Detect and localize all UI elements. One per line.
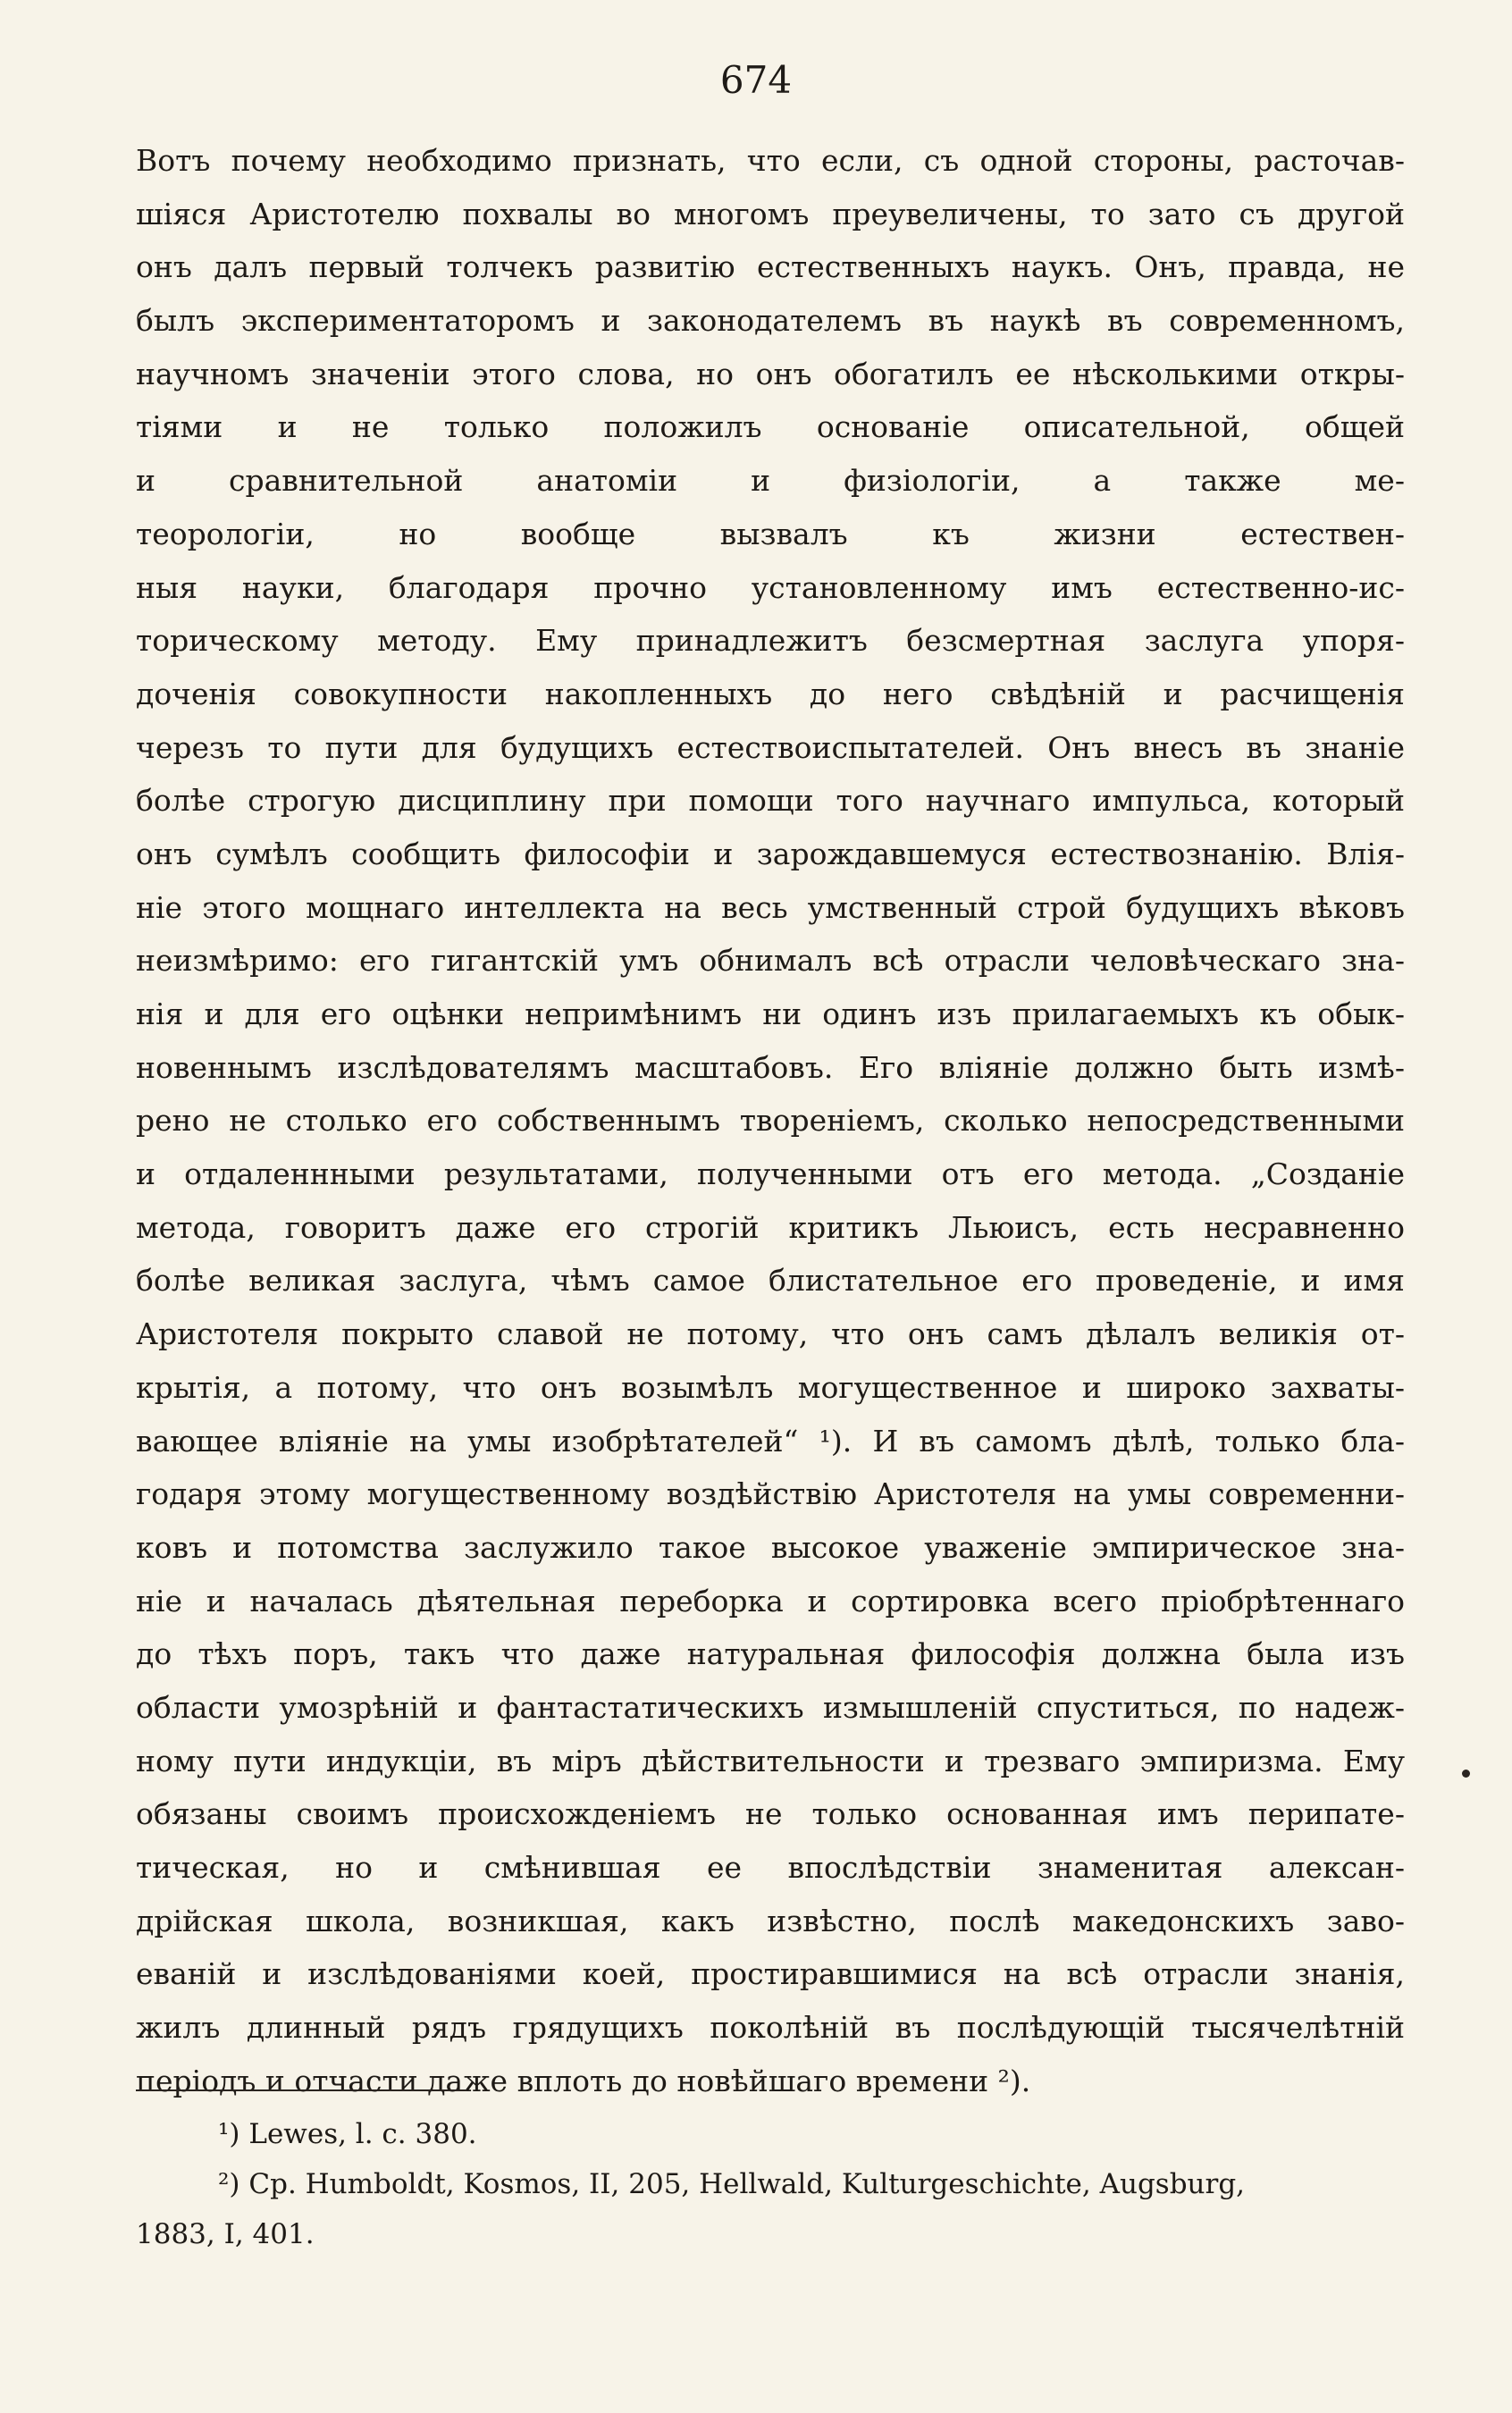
text-line: годаря этому могущественному воздѣйствію Аристотеля на умы современни- bbox=[136, 1476, 1405, 1512]
text-line: крытія, а потому, что онъ возымѣлъ могущественное и широко захваты- bbox=[136, 1369, 1405, 1405]
text-line-last: періодъ и отчасти даже вплоть до новѣйшаго времени ²). bbox=[136, 2063, 1031, 2098]
text-line: Вотъ почему необходимо признать, что если, съ одной стороны, расточав- bbox=[136, 143, 1405, 178]
page-number: 674 bbox=[719, 58, 793, 102]
footnote-divider bbox=[136, 2089, 466, 2091]
text-line: теорологіи, но вообще вызвалъ къ жизни естествен- bbox=[136, 516, 1405, 551]
footnote-1: ¹) Lewes, l. c. 380. bbox=[218, 2118, 477, 2150]
text-line: области умозрѣній и фантастатическихъ измышленій спуститься, по надеж- bbox=[136, 1689, 1405, 1725]
body-text bbox=[136, 134, 1405, 2107]
text-line: неизмѣримо: его гигантскій умъ обнималъ всѣ отрасли человѣческаго зна- bbox=[136, 943, 1405, 979]
footnotes bbox=[136, 2109, 1405, 2259]
text-line: болѣе великая заслуга, чѣмъ самое блистательное его проведеніе, и имя bbox=[136, 1263, 1405, 1299]
text-line: онъ далъ первый толчекъ развитію естественныхъ наукъ. Онъ, правда, не bbox=[136, 249, 1405, 285]
ink-dot bbox=[1462, 1770, 1470, 1778]
text-line: ному пути индукціи, въ міръ дѣйствительности и трезваго эмпиризма. Ему bbox=[136, 1743, 1405, 1778]
text-line: былъ экспериментаторомъ и законодателемъ въ наукѣ въ современномъ, bbox=[136, 303, 1405, 339]
text-line: дрійская школа, возникшая, какъ извѣстно, послѣ македонскихъ заво- bbox=[136, 1903, 1405, 1938]
text-line: обязаны своимъ происхожденіемъ не только основанная имъ перипате- bbox=[136, 1796, 1405, 1832]
text-line: и сравнительной анатоміи и физіологіи, а также ме- bbox=[136, 463, 1405, 499]
text-line: еваній и изслѣдованіями коей, простиравшимися на всѣ отрасли знанія, bbox=[136, 1956, 1405, 1992]
text-line: тическая, но и смѣнившая ее впослѣдствіи знаменитая алексан- bbox=[136, 1850, 1405, 1885]
text-line: черезъ то пути для будущихъ естествоиспытателей. Онъ внесъ въ знаніе bbox=[136, 729, 1405, 765]
text-line: ніе этого мощнаго интеллекта на весь умственный строй будущихъ вѣковъ bbox=[136, 889, 1405, 925]
text-line: и отдаленнными результатами, полученными отъ его метода. „Созданіе bbox=[136, 1156, 1405, 1192]
text-line: жилъ длинный рядъ грядущихъ поколѣній въ послѣдующій тысячелѣтній bbox=[136, 2010, 1405, 2046]
text-line: рено не столько его собственнымъ твореніемъ, сколько непосредственными bbox=[136, 1103, 1405, 1139]
footnote-2: ²) Cp. Humboldt, Kosmos, II, 205, Hellwald, Kulturgeschichte, Augsburg, bbox=[218, 2168, 1246, 2200]
text-line: болѣе строгую дисциплину при помощи того научнаго импульса, который bbox=[136, 783, 1405, 819]
text-line: ніе и началась дѣятельная переборка и сортировка всего пріобрѣтеннаго bbox=[136, 1583, 1405, 1618]
text-line: метода, говоритъ даже его строгій критикъ Льюисъ, есть несравненно bbox=[136, 1209, 1405, 1245]
text-line: торическому методу. Ему принадлежитъ безсмертная заслуга упоря- bbox=[136, 623, 1405, 659]
text-line: онъ сумѣлъ сообщить философіи и зарождавшемуся естествознанію. Влія- bbox=[136, 836, 1405, 871]
text-line: вающее вліяніе на умы изобрѣтателей“ ¹). И въ самомъ дѣлѣ, только бла- bbox=[136, 1423, 1405, 1459]
text-line: шіяся Аристотелю похвалы во многомъ преувеличены, то зато съ другой bbox=[136, 196, 1405, 231]
text-line: до тѣхъ поръ, такъ что даже натуральная философія должна была изъ bbox=[136, 1636, 1405, 1672]
text-line: нія и для его оцѣнки непримѣнимъ ни одинъ изъ прилагаемыхъ къ обык- bbox=[136, 996, 1405, 1031]
text-line: новеннымъ изслѣдователямъ масштабовъ. Его вліяніе должно быть измѣ- bbox=[136, 1049, 1405, 1085]
text-line: тіями и не только положилъ основаніе описательной, общей bbox=[136, 409, 1405, 445]
text-line: научномъ значеніи этого слова, но онъ обогатилъ ее нѣсколькими откры- bbox=[136, 356, 1405, 391]
text-line: Аристотеля покрыто славой не потому, что онъ самъ дѣлалъ великія от- bbox=[136, 1316, 1405, 1352]
text-line: ковъ и потомства заслужило такое высокое уваженіе эмпирическое зна- bbox=[136, 1529, 1405, 1565]
text-line: доченія совокупности накопленныхъ до него свѣдѣній и расчищенія bbox=[136, 676, 1405, 711]
text-line: ныя науки, благодаря прочно установленному имъ естественно-ис- bbox=[136, 569, 1405, 605]
footnote-2-continued: 1883, I, 401. bbox=[136, 2218, 315, 2250]
